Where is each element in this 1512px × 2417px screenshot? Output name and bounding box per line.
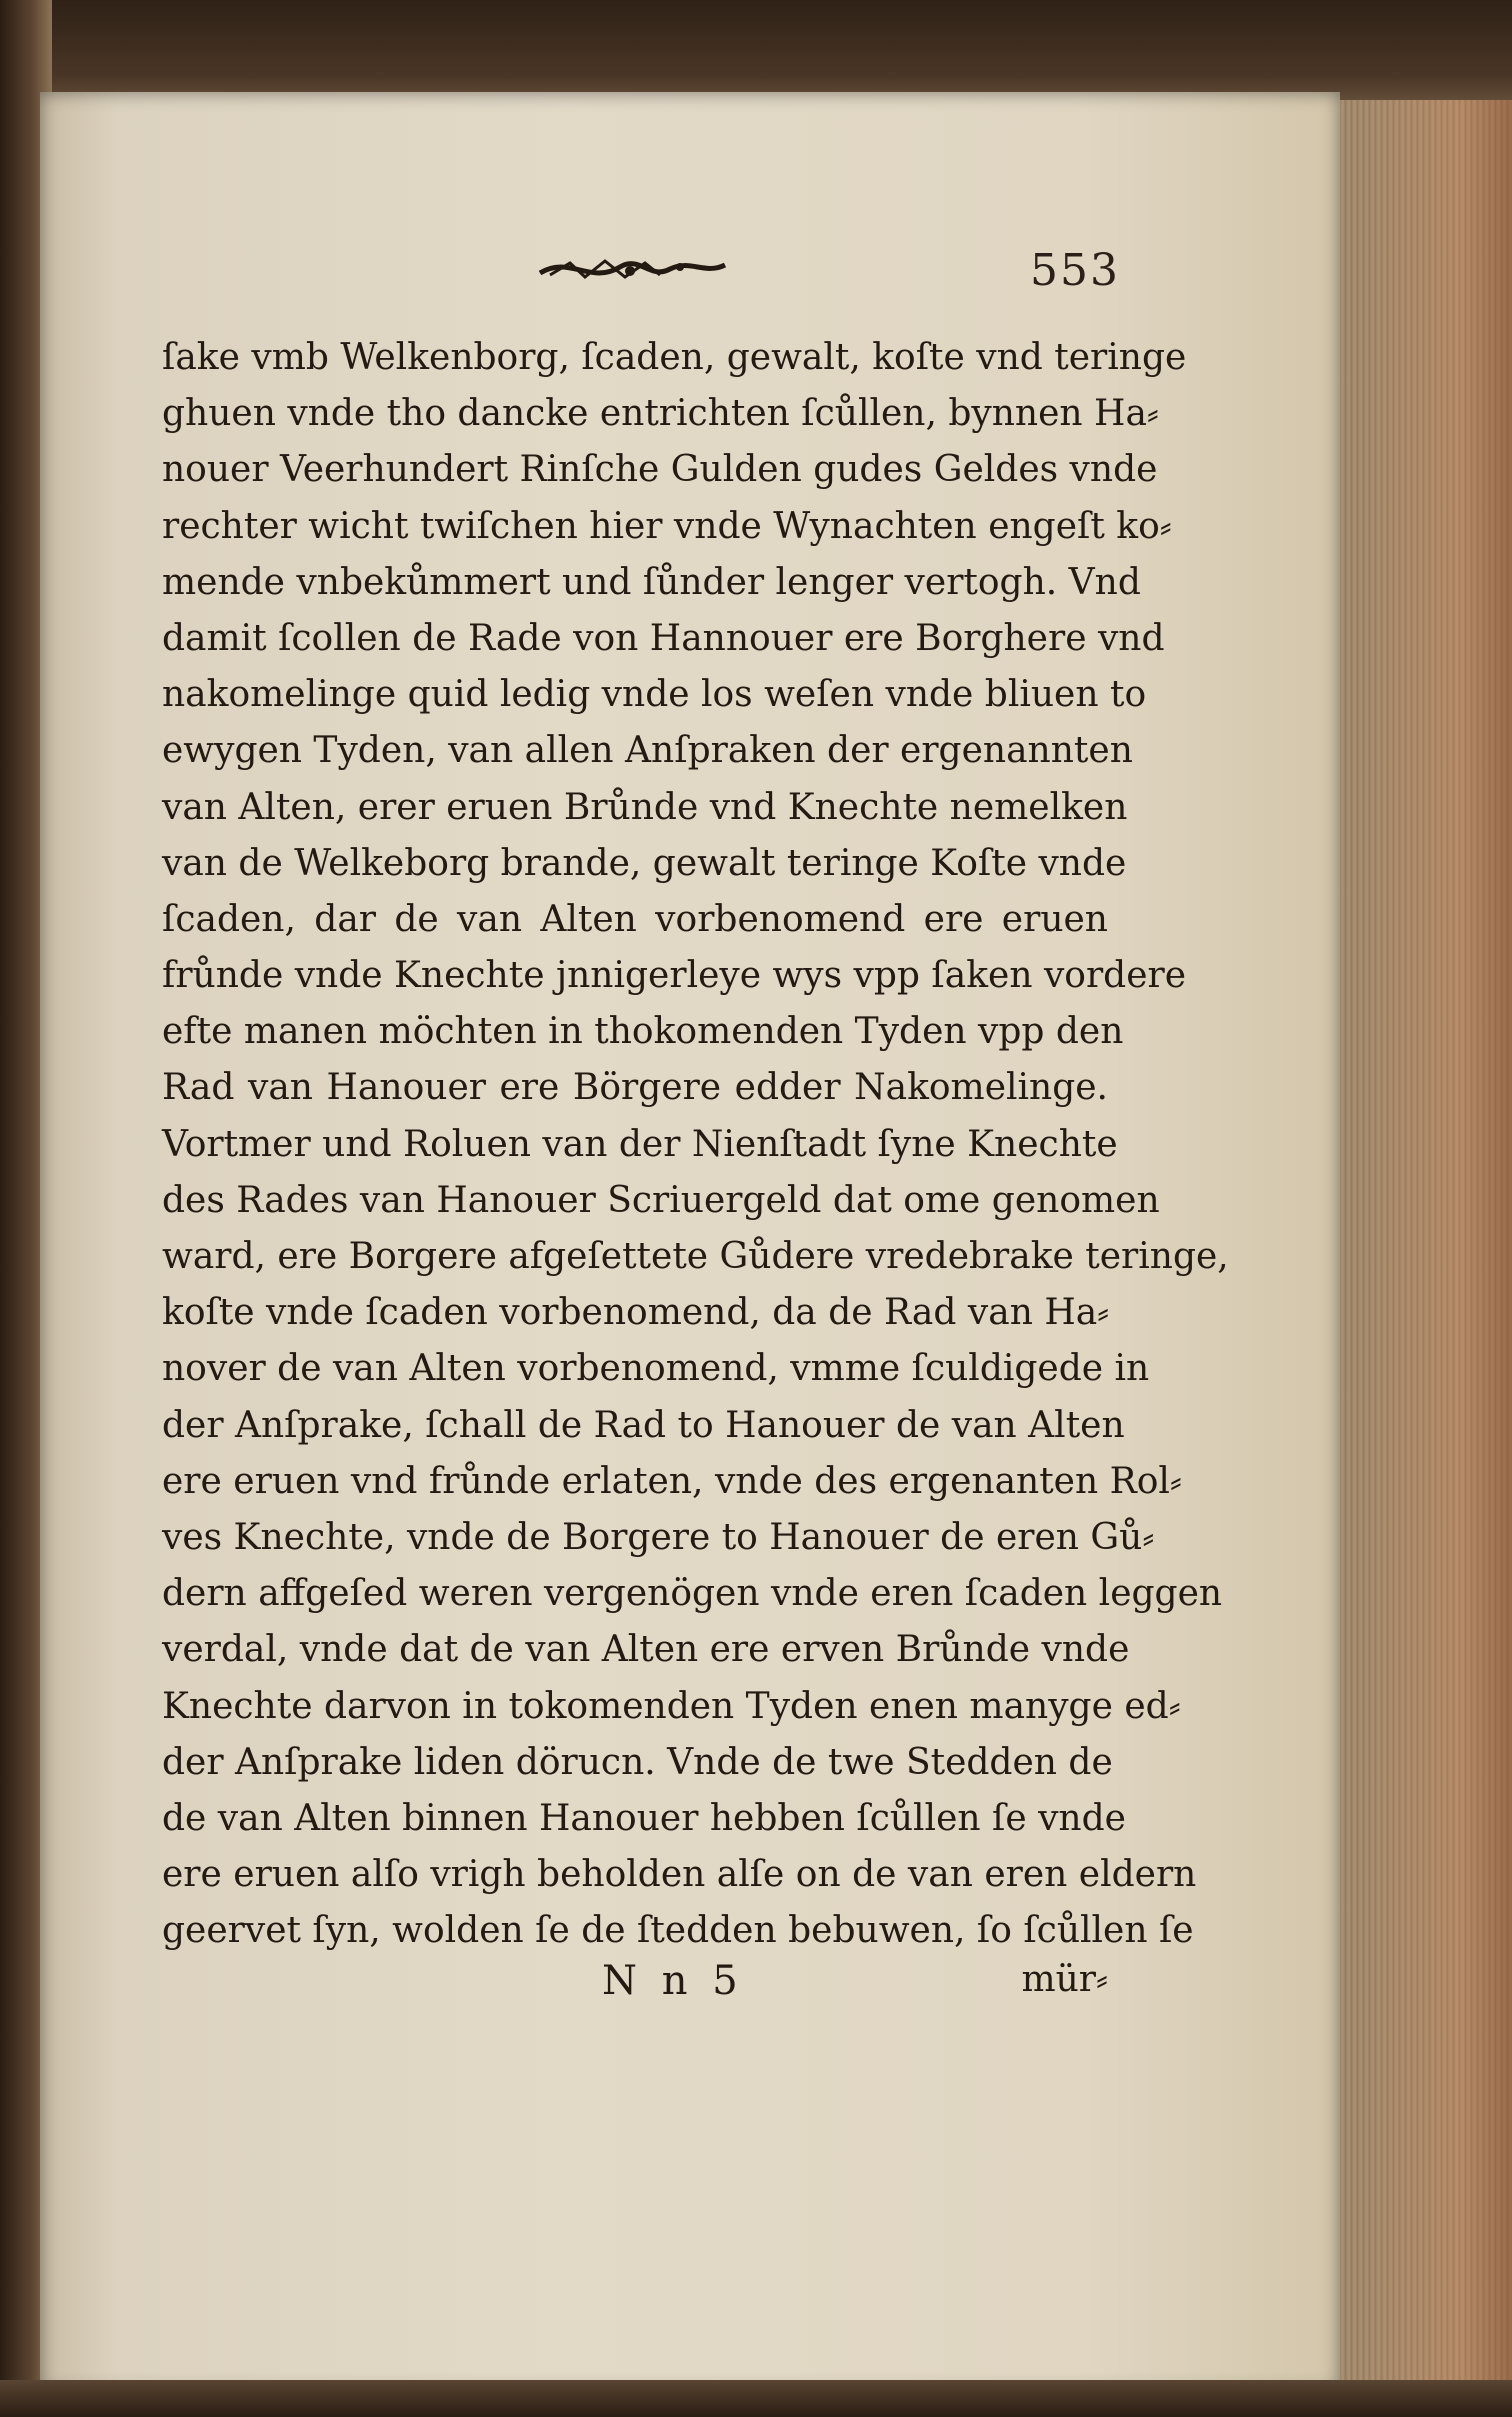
text-line: Knechte darvon in tokomenden Tyden enen manyge ed⸗ [162, 1685, 1181, 1727]
text-line: de van Alten binnen Hanouer hebben ſcůllen ſe vnde [162, 1797, 1126, 1839]
text-line: geervet ſyn, wolden ſe de ſtedden bebuwen, ſo ſcůllen ſe [162, 1910, 1194, 1952]
signature-mark: N n 5 [602, 1958, 744, 2004]
text-line: rechter wicht twiſchen hier vnde Wynachten engeſt ko⸗ [162, 505, 1172, 547]
text-line: ſcaden, dar de van Alten vorbenomend ere eruen [162, 898, 1108, 940]
text-line: ſake vmb Welkenborg, ſcaden, gewalt, koſte vnd teringe [162, 337, 1187, 378]
text-line: koſte vnde ſcaden vorbenomend, da de Rad van Ha⸗ [162, 1292, 1110, 1334]
text-line: ves Knechte, vnde de Borgere to Hanouer de eren Gů⸗ [162, 1516, 1155, 1558]
text-line: mende vnbekůmmert und ſůnder lenger vertogh. Vnd [162, 561, 1141, 603]
text-line: ward, ere Borgere afgeſettete Gůdere vredebrake teringe, [162, 1236, 1229, 1277]
catchword: mür⸗ [1021, 1959, 1108, 2000]
text-line: efte manen möchten in thokomenden Tyden vpp den [162, 1011, 1124, 1053]
ornament-icon [530, 245, 730, 295]
page-header [160, 245, 1120, 305]
text-line: nover de van Alten vorbenomend, vmme ſculdigede in [162, 1348, 1150, 1390]
text-line: verdal, vnde dat de van Alten ere erven Brůnde vnde [162, 1629, 1130, 1671]
text-line: der Anſprake, ſchall de Rad to Hanouer de van Alten [162, 1404, 1125, 1446]
text-line: nouer Veerhundert Rinſche Gulden gudes Geldes vnde [162, 449, 1158, 491]
text-line: dern affgeſed weren vergenögen vnde eren ſcaden leggen [162, 1573, 1223, 1615]
text-line: ere eruen alſo vrigh beholden alſe on de van eren eldern [162, 1854, 1197, 1896]
text-line: nakomelinge quid ledig vnde los weſen vnde bliuen to [162, 674, 1147, 716]
text-line: frůnde vnde Knechte jnnigerleye wys vpp ſaken vordere [162, 955, 1187, 997]
text-line: ewygen Tyden, van allen Anſpraken der ergenannten [162, 730, 1133, 772]
text-line: van de Welkeborg brande, gewalt teringe Koſte vnde [162, 842, 1127, 884]
page-number: 553 [1030, 245, 1120, 296]
text-line: Rad van Hanouer ere Börgere edder Nakomelinge. [162, 1067, 1108, 1109]
text-line: ere eruen vnd frůnde erlaten, vnde des ergenanten Rol⸗ [162, 1460, 1182, 1502]
text-line: Vortmer und Roluen van der Nienſtadt ſyne Knechte [162, 1123, 1118, 1165]
page-stack-edge [1340, 100, 1512, 2400]
text-line: van Alten, erer eruen Brůnde vnd Knechte nemelken [162, 786, 1128, 828]
text-line: des Rades van Hanouer Scriuergeld dat ome genomen [162, 1179, 1160, 1221]
book-bottom-edge [0, 2380, 1512, 2417]
body-text [162, 330, 1229, 1959]
text-line: damit ſcollen de Rade von Hannouer ere Borghere vnd [162, 617, 1165, 659]
page-footer [162, 1958, 1108, 2018]
text-line: der Anſprake liden dörucn. Vnde de twe Stedden de [162, 1741, 1113, 1783]
text-line: ghuen vnde tho dancke entrichten ſcůllen, bynnen Ha⸗ [162, 393, 1159, 435]
